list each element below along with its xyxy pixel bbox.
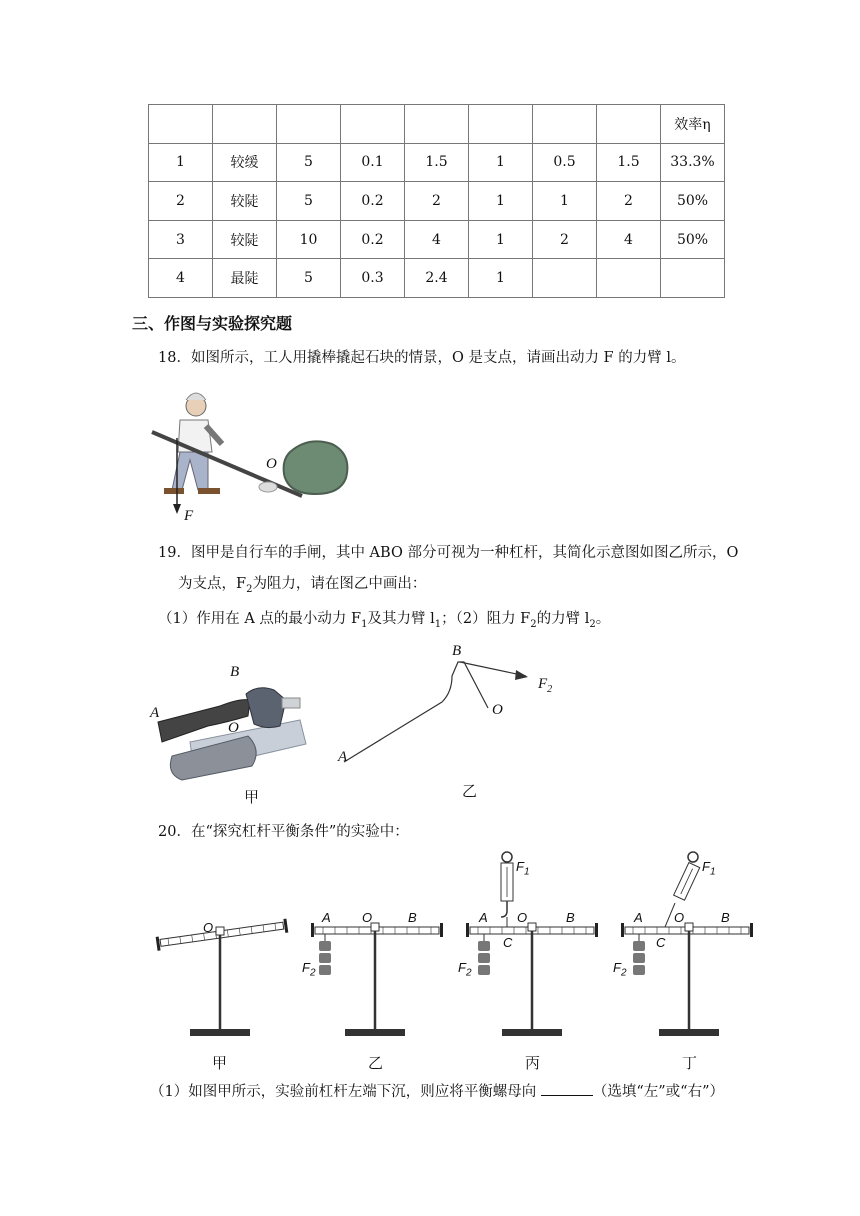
- ding-label-O: O: [674, 910, 685, 925]
- table-cell: 10: [277, 220, 341, 259]
- yi-label-B: B: [452, 643, 462, 659]
- section-title: 三、作图与实验探究题: [132, 314, 293, 333]
- table-cell: 1: [469, 182, 533, 221]
- ding-label-F1: $F_1$: [702, 859, 716, 878]
- table-cell: [597, 259, 661, 298]
- q20-sub1: （1）如图甲所示，实验前杠杆左端下沉，则应将平衡螺母向 （选填“左”或“右”）: [150, 1084, 724, 1100]
- table-cell: 较陡: [213, 220, 277, 259]
- ding-label-C: C: [656, 935, 666, 950]
- jia-label-O: O: [228, 720, 239, 736]
- table-cell: [213, 105, 277, 144]
- cable-nut: [282, 698, 300, 708]
- data-table: [148, 104, 725, 298]
- table-cell: 最陡: [213, 259, 277, 298]
- yi-label-B-20: B: [408, 910, 417, 925]
- pivot-stone: [259, 482, 277, 492]
- table-cell: [149, 105, 213, 144]
- yi-caption: 乙: [462, 782, 478, 800]
- q20-caption-bing: 丙: [525, 1054, 541, 1072]
- table-cell: [277, 105, 341, 144]
- force-arrow-head: [173, 504, 181, 514]
- table-cell: [405, 105, 469, 144]
- table-cell: 5: [277, 182, 341, 221]
- q20-caption-jia: 甲: [212, 1054, 228, 1072]
- lever-abo: [344, 662, 488, 762]
- table-cell: 2: [533, 220, 597, 259]
- jia-label-A: A: [150, 705, 160, 721]
- table-cell: 2: [149, 182, 213, 221]
- q18-label-O: O: [266, 456, 277, 472]
- table-cell: 5: [277, 143, 341, 182]
- table-cell: 1: [469, 259, 533, 298]
- q20-text: 20．在“探究杠杆平衡条件”的实验中：: [158, 824, 409, 840]
- table-cell: [533, 105, 597, 144]
- table-cell: 0.1: [341, 143, 405, 182]
- table-cell: [597, 105, 661, 144]
- table-cell: 2: [405, 182, 469, 221]
- table-cell: 较陡: [213, 182, 277, 221]
- jia-label-O-20: O: [203, 920, 214, 935]
- lever-panel-bing: [460, 845, 610, 1045]
- table-cell: 50%: [661, 220, 725, 259]
- table-cell: 2.4: [405, 259, 469, 298]
- table-cell: 较缓: [213, 143, 277, 182]
- ding-label-B: B: [721, 910, 730, 925]
- jia-label-B: B: [230, 664, 240, 680]
- table-cell: [341, 105, 405, 144]
- table-cell: 0.5: [533, 143, 597, 182]
- table-cell: 2: [597, 182, 661, 221]
- table-header-row: [149, 105, 725, 144]
- table-cell: 0.3: [341, 259, 405, 298]
- answer-blank[interactable]: [541, 1082, 593, 1096]
- q19-line3: （1）作用在 A 点的最小动力 $F_1$及其力臂 $l_1$；（2）阻力 $F_2$的力臂 $l_2$。: [158, 611, 611, 630]
- lever-panel-jia: [150, 905, 300, 1045]
- table-row: [149, 259, 725, 298]
- worker-figure: [164, 393, 222, 494]
- ding-label-F2: $F_2$: [613, 960, 627, 979]
- table-cell: 1: [533, 182, 597, 221]
- yi-label-F2-20: $F_2$: [302, 960, 316, 979]
- force-f2-arrowhead: [515, 670, 528, 680]
- table-cell: 0.2: [341, 220, 405, 259]
- q18-label-F: F: [184, 508, 194, 524]
- table-cell: 3: [149, 220, 213, 259]
- table-cell: 50%: [661, 182, 725, 221]
- q18-figure: [150, 390, 370, 530]
- table-cell: 33.3%: [661, 143, 725, 182]
- yi-label-A-20: A: [322, 910, 331, 925]
- lever-diagram: [330, 640, 553, 780]
- bing-label-A: A: [479, 910, 488, 925]
- table-cell: 1: [469, 220, 533, 259]
- table-cell: [533, 259, 597, 298]
- bing-label-F2: $F_2$: [458, 960, 472, 979]
- table-cell: [661, 259, 725, 298]
- table-cell: 4: [597, 220, 661, 259]
- table-cell: 4: [405, 220, 469, 259]
- table-cell: [469, 105, 533, 144]
- table-row: [149, 143, 725, 182]
- yi-label-F2: $F_2$: [538, 676, 553, 695]
- yi-label-O: O: [492, 702, 503, 718]
- table-cell: 0.2: [341, 182, 405, 221]
- q20-caption-ding: 丁: [682, 1054, 698, 1072]
- q19-line1: 19．图甲是自行车的手闸，其中 ABO 部分可视为一种杠杆，其简化示意图如图乙所示，O: [158, 545, 739, 561]
- table-cell: 效率η: [661, 105, 725, 144]
- bing-label-F1: $F_1$: [516, 859, 530, 878]
- table-cell: 1.5: [597, 143, 661, 182]
- table-cell: 1: [469, 143, 533, 182]
- lever-panel-yi: [305, 905, 455, 1045]
- yi-label-O-20: O: [362, 910, 373, 925]
- table-cell: 1: [149, 143, 213, 182]
- table-cell: 5: [277, 259, 341, 298]
- bing-label-O: O: [517, 910, 528, 925]
- q19-line2: 为支点，$F_2$为阻力，请在图乙中画出：: [178, 576, 427, 595]
- ding-label-A: A: [634, 910, 643, 925]
- brake-clamp: [246, 688, 286, 728]
- rock: [284, 441, 348, 494]
- bing-label-C: C: [503, 935, 513, 950]
- yi-label-A: A: [338, 749, 348, 765]
- table-cell: 4: [149, 259, 213, 298]
- q18-text: 18．如图所示，工人用撬棒撬起石块的情景，O 是支点，请画出动力 F 的力臂 l。: [158, 350, 686, 366]
- lever-panel-ding: [615, 845, 765, 1045]
- jia-caption: 甲: [244, 788, 260, 806]
- q20-caption-yi: 乙: [368, 1054, 384, 1072]
- bing-label-B: B: [566, 910, 575, 925]
- table-row: [149, 220, 725, 259]
- table-row: [149, 182, 725, 221]
- table-cell: 1.5: [405, 143, 469, 182]
